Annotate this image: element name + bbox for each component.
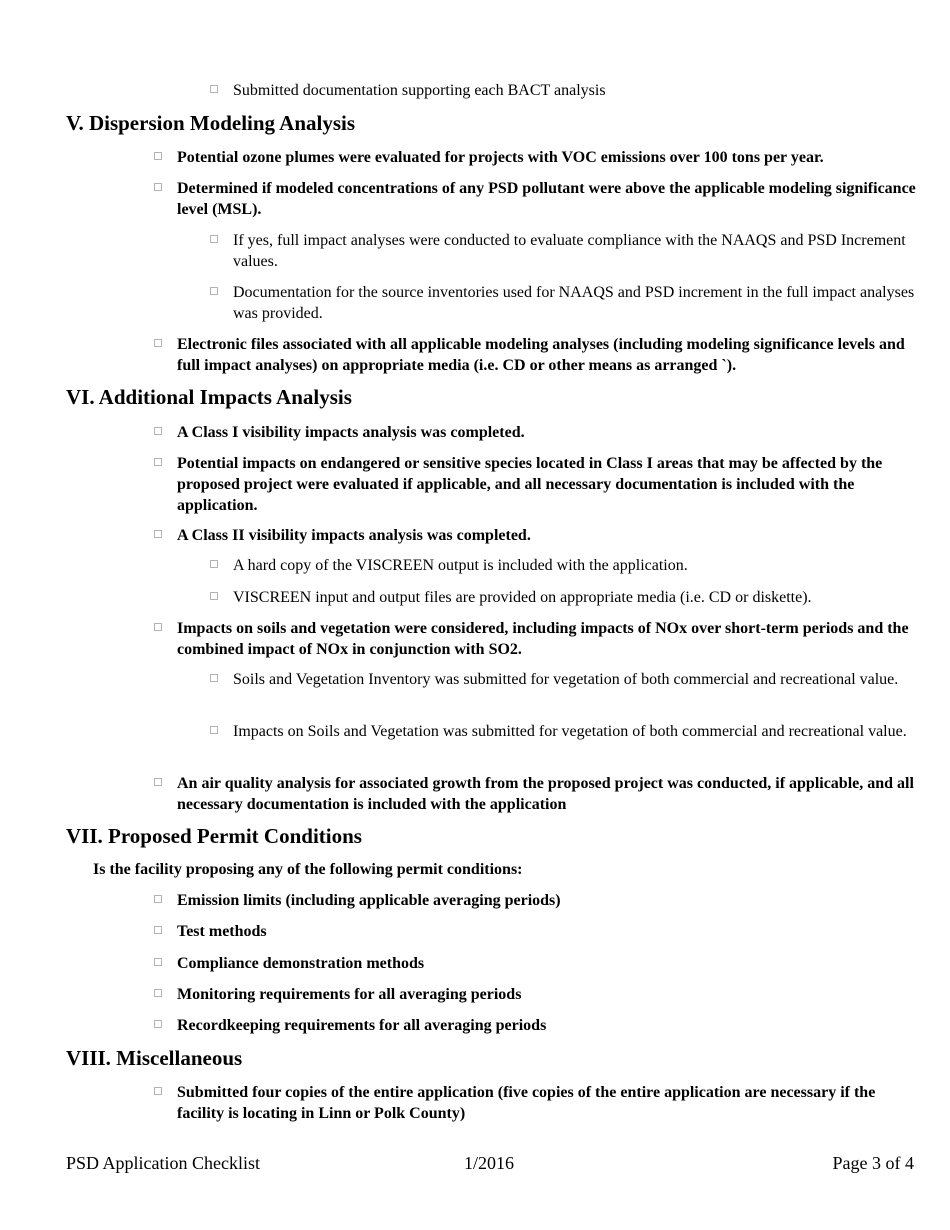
checkbox[interactable] <box>154 339 162 347</box>
checklist-subitem <box>233 669 917 690</box>
checklist-item <box>177 953 917 974</box>
footer-title: PSD Application Checklist <box>66 1153 261 1173</box>
checklist-item <box>177 422 917 443</box>
checkbox[interactable] <box>154 926 162 934</box>
checklist-item <box>177 1015 917 1036</box>
checkbox[interactable] <box>154 183 162 191</box>
footer-date: 1/2016 <box>464 1153 515 1173</box>
checkbox[interactable] <box>210 287 218 295</box>
item-text: Test methods <box>177 923 267 940</box>
checkbox[interactable] <box>210 674 218 682</box>
item-text: Determined if modeled concentrations of any PSD pollutant were above the applicable modeling significance level (MSL). <box>177 180 916 218</box>
item-text: A hard copy of the VISCREEN output is included with the application. <box>233 557 688 574</box>
checklist-item <box>177 618 917 660</box>
checkbox[interactable] <box>154 958 162 966</box>
checkbox[interactable] <box>210 592 218 600</box>
checklist-subitem <box>233 282 917 324</box>
checklist-item <box>177 921 917 942</box>
item-text: An air quality analysis for associated growth from the proposed project was conducted, if applicable, and all necessary documentation is included with the application <box>177 775 914 813</box>
item-text: Potential impacts on endangered or sensitive species located in Class I areas that may be affected by the proposed project were evaluated if applicable, and all necessary documentation is included with the application. <box>177 455 883 514</box>
item-text: Electronic files associated with all applicable modeling analyses (including modeling significance levels and full impact analyses) on appropriate media (i.e. CD or other means as arranged `). <box>177 336 905 374</box>
item-text: Potential ozone plumes were evaluated for projects with VOC emissions over 100 tons per year. <box>177 149 824 166</box>
section-heading-vii: VII. Proposed Permit Conditions <box>66 824 362 848</box>
checkbox[interactable] <box>210 560 218 568</box>
checkbox[interactable] <box>154 989 162 997</box>
item-text: VISCREEN input and output files are provided on appropriate media (i.e. CD or diskette). <box>233 589 812 606</box>
section-heading-v: V. Dispersion Modeling Analysis <box>66 111 356 135</box>
checklist-item <box>177 1082 917 1124</box>
section-heading-viii: VIII. Miscellaneous <box>66 1046 243 1070</box>
checklist-item <box>177 334 917 376</box>
checklist-item <box>233 80 917 101</box>
checklist-subitem <box>233 555 917 576</box>
item-text: If yes, full impact analyses were conducted to evaluate compliance with the NAAQS and PSD Increment values. <box>233 232 906 270</box>
checklist-item <box>177 773 917 815</box>
item-text: Soils and Vegetation Inventory was submitted for vegetation of both commercial and recreational value. <box>233 671 899 688</box>
item-text: Monitoring requirements for all averaging periods <box>177 986 522 1003</box>
checkbox[interactable] <box>154 623 162 631</box>
footer-page-number: Page 3 of 4 <box>832 1153 914 1173</box>
checklist-item <box>177 453 917 516</box>
checklist-subitem <box>233 587 917 608</box>
item-text: Submitted four copies of the entire application (five copies of the entire application are necessary if the facility is locating in Linn or Polk County) <box>177 1084 876 1122</box>
item-text: Submitted documentation supporting each BACT analysis <box>233 82 606 99</box>
checkbox[interactable] <box>154 530 162 538</box>
item-text: A Class I visibility impacts analysis was completed. <box>177 424 525 441</box>
checkbox[interactable] <box>154 895 162 903</box>
checkbox[interactable] <box>154 1087 162 1095</box>
checkbox[interactable] <box>154 458 162 466</box>
checkbox[interactable] <box>210 85 218 93</box>
checkbox[interactable] <box>154 778 162 786</box>
checklist-item <box>177 178 917 220</box>
checklist-subitem <box>233 721 917 742</box>
item-text: Recordkeeping requirements for all averaging periods <box>177 1017 547 1034</box>
section-intro: Is the facility proposing any of the following permit conditions: <box>93 861 523 878</box>
checklist-item <box>177 147 917 168</box>
checklist-subitem <box>233 230 917 272</box>
checkbox[interactable] <box>154 1020 162 1028</box>
item-text: Documentation for the source inventories used for NAAQS and PSD increment in the full impact analyses was provided. <box>233 284 915 322</box>
checkbox[interactable] <box>210 235 218 243</box>
item-text: Impacts on soils and vegetation were considered, including impacts of NOx over short-term periods and the combined impact of NOx in conjunction with SO2. <box>177 620 909 658</box>
checkbox[interactable] <box>154 427 162 435</box>
item-text: A Class II visibility impacts analysis was completed. <box>177 527 531 544</box>
item-text: Compliance demonstration methods <box>177 955 425 972</box>
checkbox[interactable] <box>154 152 162 160</box>
checklist-item <box>177 890 917 911</box>
checkbox[interactable] <box>210 726 218 734</box>
checklist-item <box>177 525 917 546</box>
section-heading-vi: VI. Additional Impacts Analysis <box>66 385 352 409</box>
item-text: Impacts on Soils and Vegetation was submitted for vegetation of both commercial and recreational value. <box>233 723 907 740</box>
item-text: Emission limits (including applicable averaging periods) <box>177 892 561 909</box>
checklist-item <box>177 984 917 1005</box>
